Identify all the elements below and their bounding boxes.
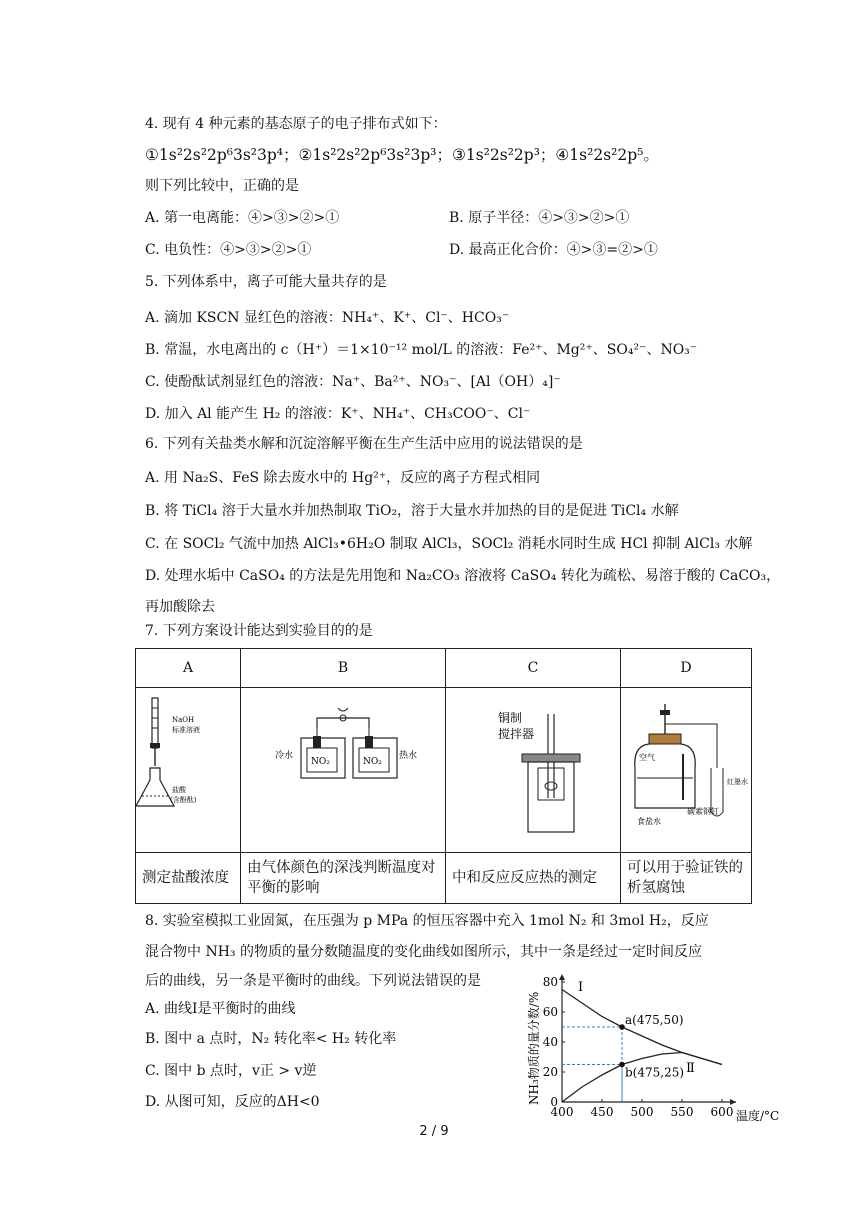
air-label: 空气 (639, 753, 655, 762)
x-tick-label: 550 (670, 1105, 694, 1119)
no2-right-label: NO₂ (363, 757, 382, 767)
point-label: b(475,25) (625, 1065, 685, 1080)
q4-stem: 4. 现有 4 种元素的基态原子的电子排布式如下： (145, 116, 447, 132)
brine-label: 食盐水 (637, 817, 661, 826)
x-tick-label: 400 (550, 1105, 574, 1119)
stirrer-label-2: 搅拌器 (498, 727, 535, 741)
q4-option-d: D. 最高正化合价：④>③=②>① (449, 242, 658, 258)
q7-header-b: B (241, 649, 446, 688)
phenolphthalein-label: (含酚酞) (170, 796, 197, 804)
q4-option-a: A. 第一电离能：④>③>②>① (145, 210, 340, 226)
q4-configs: ①1s²2s²2p⁶3s²3p⁴；②1s²2s²2p⁶3s²3p³；③1s²2s²2p³；④1s²2s²2p⁵。 (145, 146, 659, 164)
q8-option-c: C. 图中 b 点时，v正 > v逆 (145, 1063, 317, 1079)
y-tick-label: 20 (542, 1065, 558, 1079)
y-tick-label: 0 (550, 1095, 558, 1109)
q8-line3: 后的曲线，另一条是平衡时的曲线。下列说法错误的是 (145, 973, 481, 989)
point-label: a(475,50) (625, 1013, 684, 1027)
q7-caption-d: 可以用于验证铁的析氢腐蚀 (621, 853, 752, 904)
q7-header-a: A (136, 649, 241, 688)
data-point (619, 1062, 625, 1068)
q5-option-d: D. 加入 Al 能产生 H₂ 的溶液：K⁺、NH₄⁺、CH₃COO⁻、Cl⁻ (145, 406, 531, 422)
naoh-label: NaOH (172, 716, 195, 724)
q7-caption-c: 中和反应反应热的测定 (446, 853, 621, 904)
q7-caption-a: 测定盐酸浓度 (136, 853, 241, 904)
q7-diagram-d (621, 688, 752, 853)
q6-option-b: B. 将 TiCl₄ 溶于大量水并加热制取 TiO₂，溶于大量水并加热的目的是促进 TiCl₄ 水解 (145, 503, 679, 519)
y-tick-label: 80 (542, 975, 558, 989)
q8-option-d: D. 从图可知，反应的ΔH<0 (145, 1094, 320, 1110)
red-ink-label: 红墨水 (727, 778, 748, 786)
q5-option-c: C. 使酚酞试剂显红色的溶液：Na⁺、Ba²⁺、NO₃⁻、[Al（OH）₄]⁻ (145, 374, 561, 390)
q7-stem: 7. 下列方案设计能达到实验目的的是 (145, 623, 373, 639)
series-label-2: Ⅱ (686, 1061, 695, 1076)
series-label-1: Ⅰ (578, 980, 584, 995)
q4-ask: 则下列比较中，正确的是 (145, 178, 299, 194)
q4-option-c: C. 电负性：④>③>②>① (145, 242, 312, 258)
y-tick-label: 60 (542, 1005, 558, 1019)
page-number: 2 / 9 (419, 1124, 449, 1139)
q6-option-a: A. 用 Na₂S、FeS 除去废水中的 Hg²⁺，反应的离子方程式相同 (145, 470, 541, 486)
stirrer-label-1: 铜制 (498, 711, 523, 725)
q8-option-a: A. 曲线Ⅰ是平衡时的曲线 (145, 1001, 296, 1017)
cold-water-label: 冷水 (275, 751, 294, 761)
x-tick-label: 450 (590, 1105, 614, 1119)
x-tick-label: 600 (710, 1105, 734, 1119)
q8-option-b: B. 图中 a 点时，N₂ 转化率< H₂ 转化率 (145, 1031, 397, 1047)
x-tick-label: 500 (630, 1105, 654, 1119)
hot-water-label: 热水 (399, 751, 418, 761)
no2-left-label: NO₂ (311, 757, 330, 767)
q7-header-c: C (446, 649, 621, 688)
data-point (619, 1024, 625, 1030)
q7-caption-b: 由气体颜色的深浅判断温度对平衡的影响 (241, 853, 446, 904)
q5-option-b: B. 常温，水电离出的 c（H⁺）＝1×10⁻¹² mol/L 的溶液：Fe²⁺、Mg²⁺、SO₄²⁻、NO₃⁻ (145, 342, 698, 358)
q4-option-b: B. 原子半径：④>③>②>① (449, 210, 630, 226)
y-axis-arrow (559, 974, 565, 980)
q7-diagram-c (446, 688, 621, 853)
q5-option-a: A. 滴加 KSCN 显红色的溶液：NH₄⁺、K⁺、Cl⁻、HCO₃⁻ (145, 310, 510, 326)
steel-nail-label: 碳素钢钉 (687, 807, 719, 816)
standard-solution-label: 标准溶液 (172, 726, 200, 734)
x-axis-label: 温度/°C (736, 1109, 780, 1123)
nh3-fraction-chart (516, 970, 796, 1130)
q7-table (135, 648, 752, 904)
y-tick-label: 40 (542, 1035, 558, 1049)
q6-option-d-line2: 再加酸除去 (145, 599, 215, 615)
q7-header-d: D (621, 649, 752, 688)
q6-option-d-line1: D. 处理水垢中 CaSO₄ 的方法是先用饱和 Na₂CO₃ 溶液将 CaSO₄ 转化为疏松、易溶于酸的 CaCO₃， (145, 568, 781, 584)
q6-option-c: C. 在 SOCl₂ 气流中加热 AlCl₃•6H₂O 制取 AlCl₃，SOCl₂ 消耗水同时生成 HCl 抑制 AlCl₃ 水解 (145, 536, 753, 552)
acid-label: 盐酸 (172, 786, 186, 794)
q5-stem: 5. 下列体系中，离子可能大量共存的是 (145, 274, 387, 290)
q8-line2: 混合物中 NH₃ 的物质的量分数随温度的变化曲线如图所示，其中一条是经过一定时间反应 (145, 944, 702, 960)
y-axis-label: NH₃物质的量分数/% (527, 991, 541, 1105)
q6-stem: 6. 下列有关盐类水解和沉淀溶解平衡在生产生活中应用的说法错误的是 (145, 436, 583, 452)
q7-diagram-b (241, 688, 446, 853)
q8-line1: 8. 实验室模拟工业固氮，在压强为 p MPa 的恒压容器中充入 1mol N₂ 和 3mol H₂，反应 (145, 913, 709, 929)
q7-diagram-a (136, 688, 241, 853)
series-line-1 (562, 990, 722, 1065)
